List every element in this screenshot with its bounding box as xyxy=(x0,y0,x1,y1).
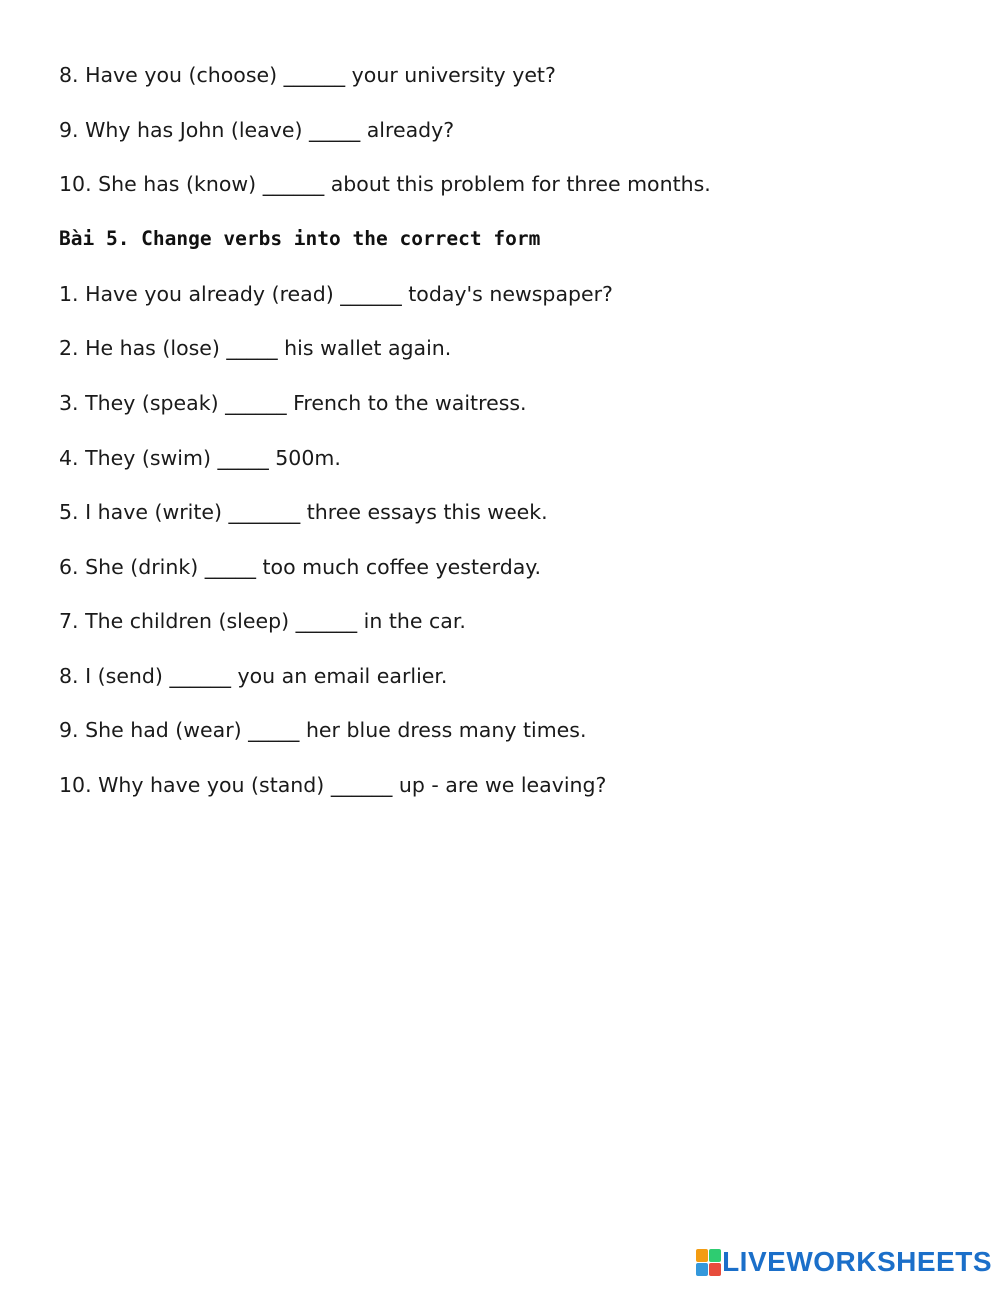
logo-cell xyxy=(696,1249,708,1262)
bai5-item-2: 2. He has (lose) _____ his wallet again. xyxy=(59,336,452,360)
bai5-item-7: 7. The children (sleep) ______ in the car. xyxy=(59,609,466,633)
bai5-item-5: 5. I have (write) _______ three essays this week. xyxy=(59,500,548,524)
bai5-item-4: 4. They (swim) _____ 500m. xyxy=(59,446,341,470)
section-heading-bai-5: Bài 5. Change verbs into the correct form xyxy=(59,227,541,250)
logo-cell xyxy=(709,1249,721,1262)
bai5-item-6: 6. She (drink) _____ too much coffee yesterday. xyxy=(59,555,541,579)
liveworksheets-logo xyxy=(696,1247,992,1277)
bai5-item-8: 8. I (send) ______ you an email earlier. xyxy=(59,664,448,688)
bai5-item-3: 3. They (speak) ______ French to the waitress. xyxy=(59,391,527,415)
exercise-line-10: 10. She has (know) ______ about this problem for three months. xyxy=(59,172,711,196)
liveworksheets-logo-text: LIVEWORKSHEETS xyxy=(722,1246,992,1277)
logo-cell xyxy=(696,1263,708,1276)
bai5-item-9: 9. She had (wear) _____ her blue dress many times. xyxy=(59,718,587,742)
bai5-item-10: 10. Why have you (stand) ______ up - are we leaving? xyxy=(59,773,607,797)
liveworksheets-logo-icon xyxy=(696,1249,720,1275)
exercise-line-8: 8. Have you (choose) ______ your university yet? xyxy=(59,63,556,87)
bai5-item-1: 1. Have you already (read) ______ today's newspaper? xyxy=(59,282,613,306)
logo-cell xyxy=(709,1263,721,1276)
exercise-line-9: 9. Why has John (leave) _____ already? xyxy=(59,118,455,142)
